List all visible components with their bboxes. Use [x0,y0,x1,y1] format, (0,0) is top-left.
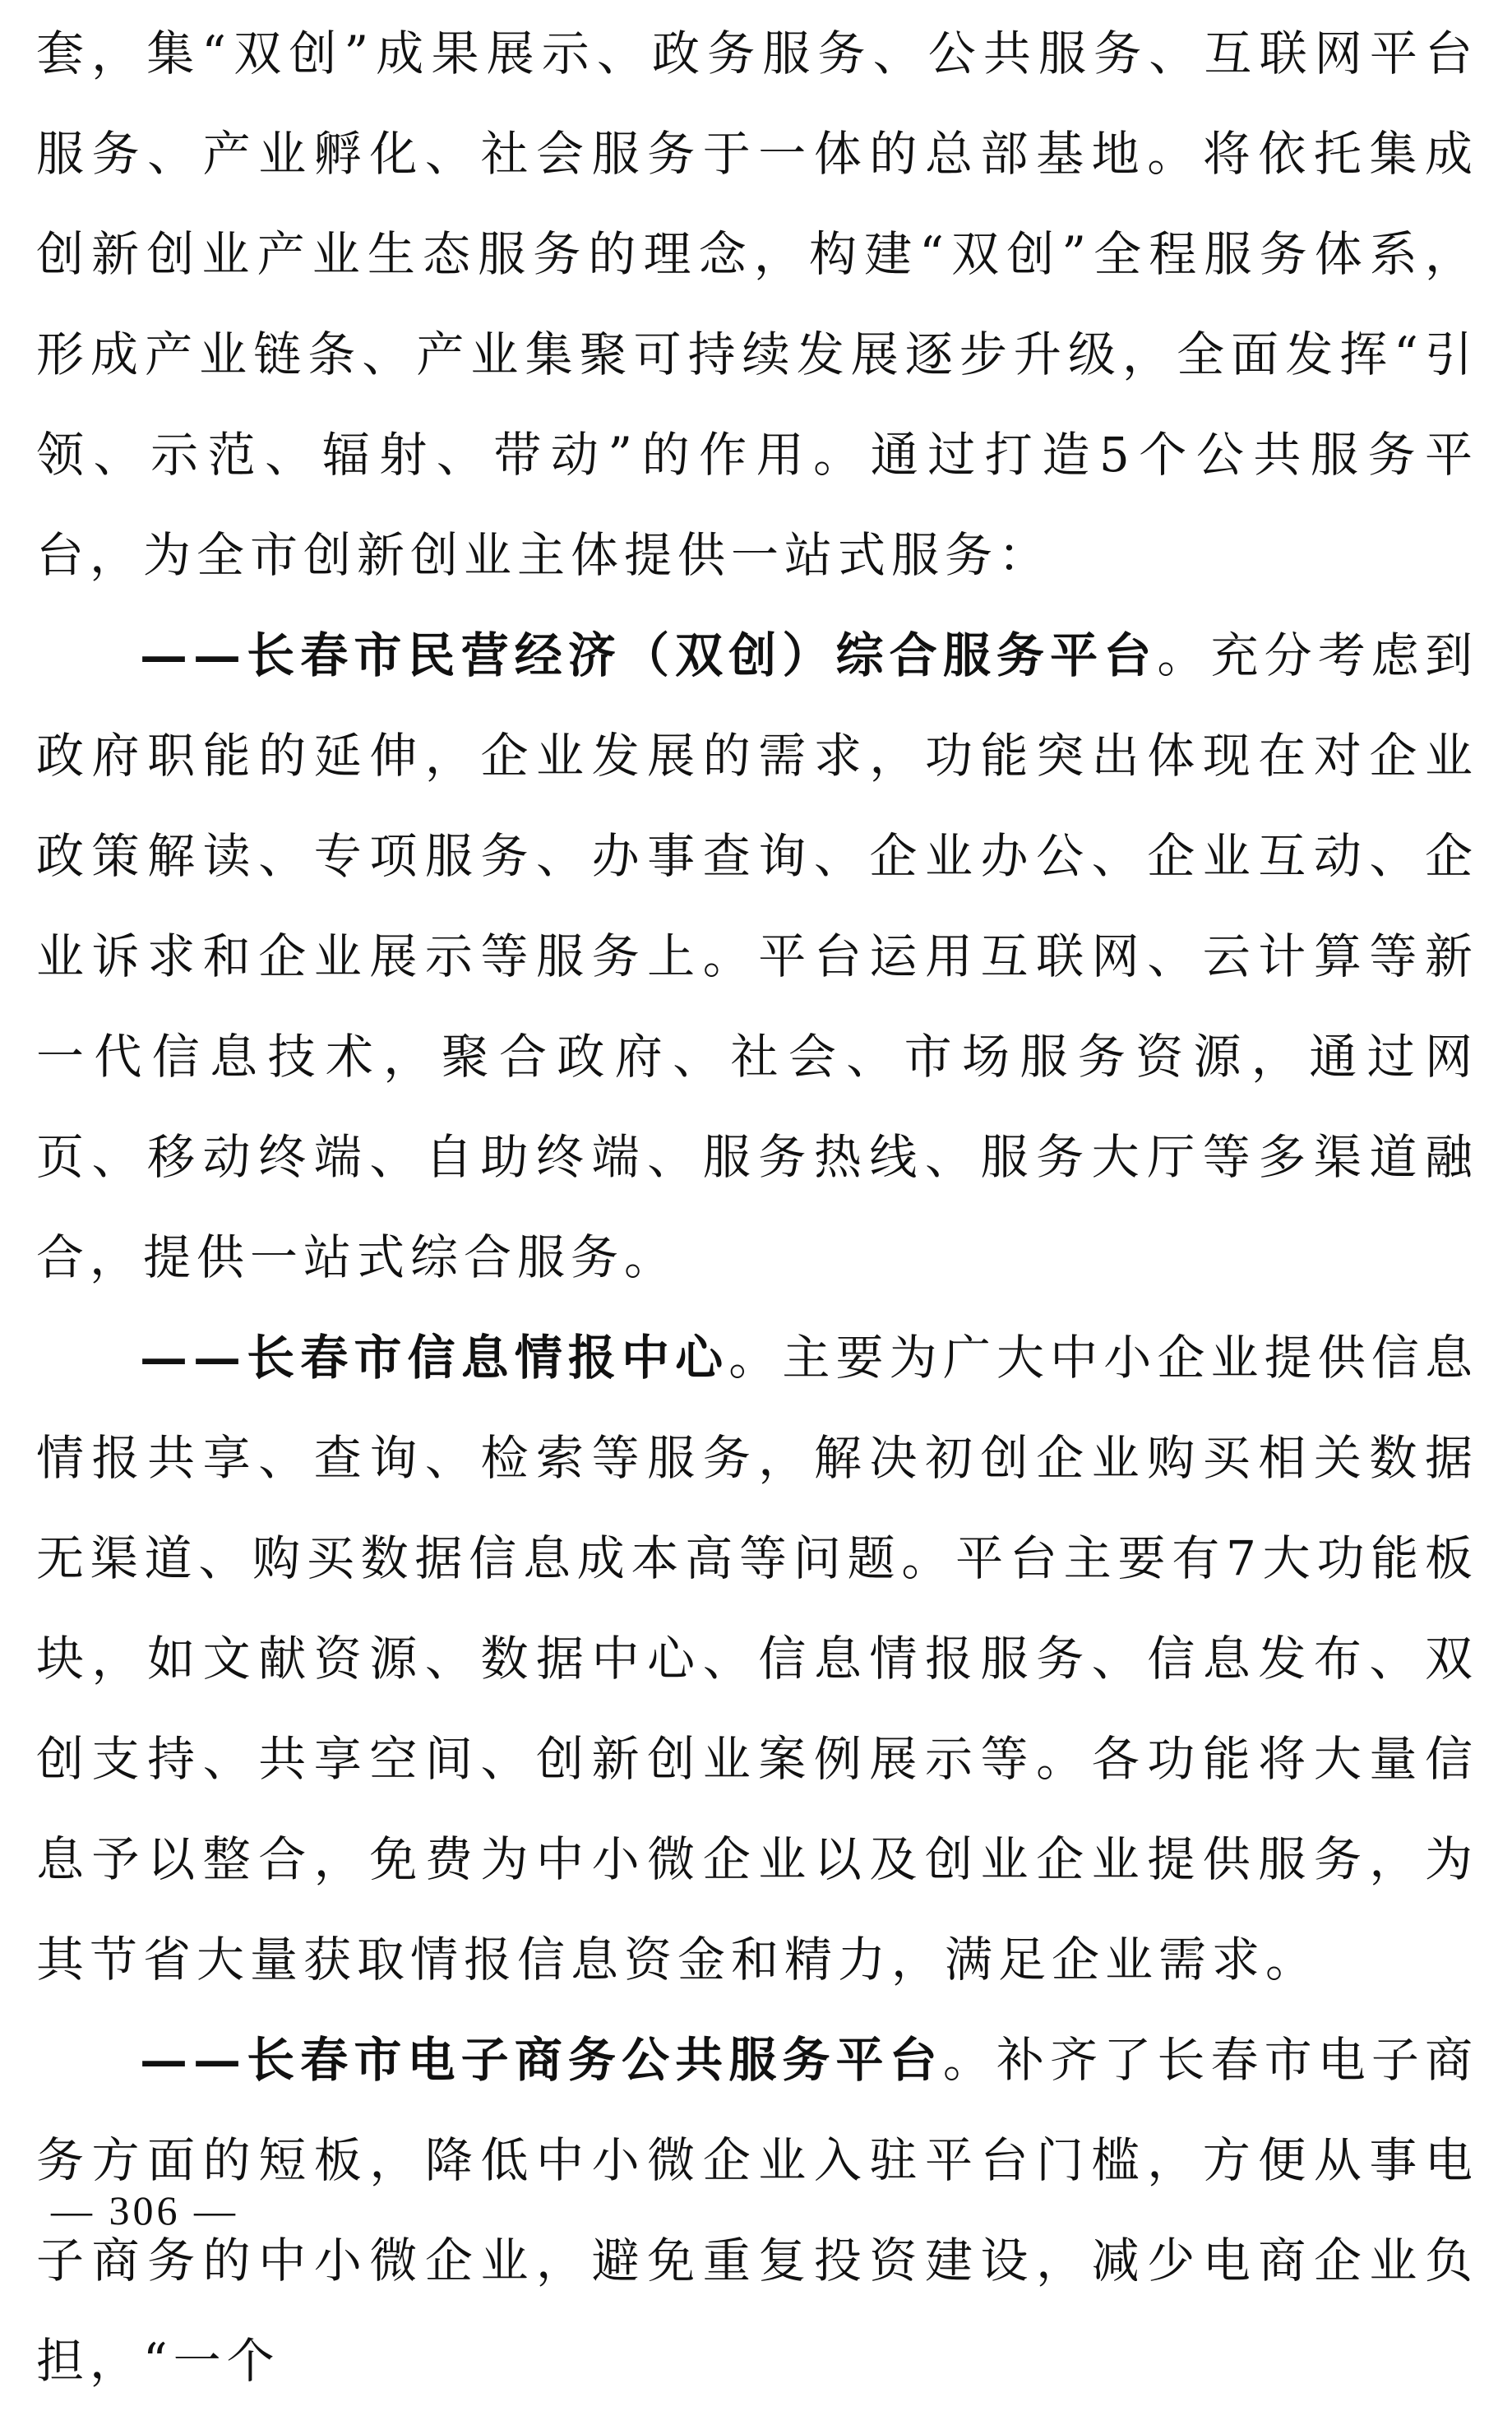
paragraph-heading: ——长春市信息情报中心 [140,1330,729,1386]
paragraph-text: 套，集“双创”成果展示、政务服务、公共服务、互联网平台服务、产业孵化、社会服务于一体的总部基地。将依托集成创新创业产业生态服务的理念，构建“双创”全程服务体系，形成产业链条、产业集聚可持续发展逐步升级，全面发挥“引领、示范、辐射、带动”的作用。通过打造5个公共服务平台，为全市创新创业主体提供一站式服务： [36,25,1478,583]
paragraph-text: 。充分考虑到政府职能的延伸，企业发展的需求，功能突出体现在对企业政策解读、专项服务、办事查询、企业办公、企业互动、企业诉求和企业展示等服务上。平台运用互联网、云计算等新一代信息技术，聚合政府、社会、市场服务资源，通过网页、移动终端、自助终端、服务热线、服务大厅等多渠道融合，提供一站式综合服务。 [36,627,1478,1285]
paragraph-information-center [36,1307,1478,2010]
document-body [36,3,1478,2411]
page-number: — 306 — [51,2187,238,2233]
paragraph-intro-continuation [36,3,1478,605]
paragraph-text: 。主要为广大中小企业提供信息情报共享、查询、检索等服务，解决初创企业购买相关数据无渠道、购买数据信息成本高等问题。平台主要有7大功能板块，如文献资源、数据中心、信息情报服务、信息发布、双创支持、共享空间、创新创业案例展示等。各功能将大量信息予以整合，免费为中小微企业以及创业企业提供服务，为其节省大量获取情报信息资金和精力，满足企业需求。 [36,1330,1478,1988]
paragraph-text: 。补齐了长春市电子商务方面的短板，降低中小微企业入驻平台门槛，方便从事电子商务的中小微企业，避免重复投资建设，减少电商企业负担，“一个 [36,2032,1478,2389]
paragraph-ecommerce-platform [36,2010,1478,2411]
paragraph-private-economy-platform [36,605,1478,1307]
paragraph-heading: ——长春市民营经济（双创）综合服务平台 [140,627,1158,683]
paragraph-heading: ——长春市电子商务公共服务平台 [140,2032,943,2088]
